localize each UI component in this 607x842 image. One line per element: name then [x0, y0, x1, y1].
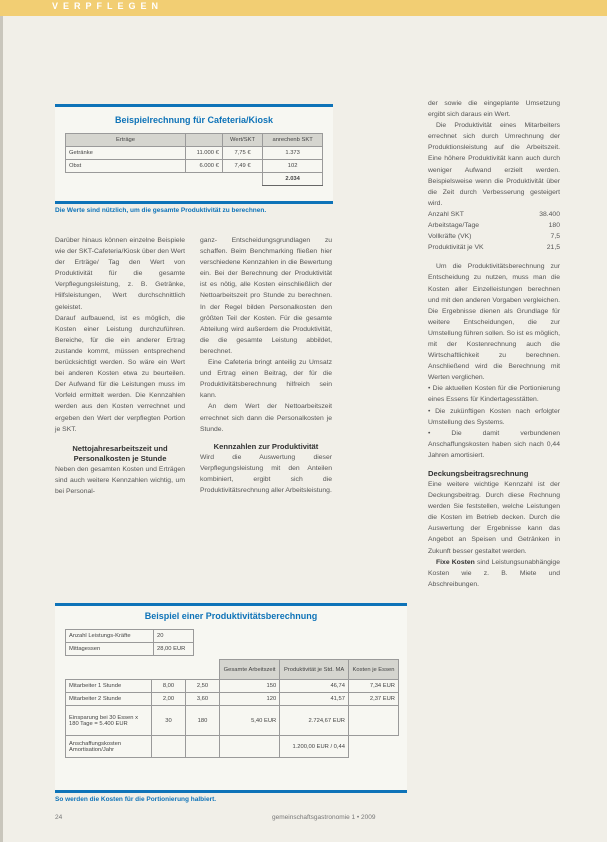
table-cell: 120: [220, 693, 280, 706]
paragraph: Darauf aufbauend, ist es möglich, die Kosten einer Leistung durchzuführen. Bereiche, für die ein anderer Ertrag zustande kommt, müssen entsprechend berücksichtigt werden. So wäre ein Wert bei anderen Kosten etwa zu beurteilen. Der Aufwand für die Leistungen muss im Vorfeld ermittelt werden. Die Kennzahlen werden aus den Kosten verrechnet und ergeben den Wert der verpflegten Portion je SKT.: [55, 314, 185, 433]
paragraph: Eine weitere wichtige Kennzahl ist der Deckungsbeitrag. Durch diese Rechnung werden Sie feststellen, welche Leistungen die Kosten im Betrieb decken. Durch die Auswertung der Ergebnisse kann das Angebot an Speisen und Getränken in Zukunft besser gestaltet werden.: [428, 481, 560, 555]
lead-term: Fixe Kosten: [436, 558, 475, 566]
table-cell: 7,34 EUR: [348, 680, 398, 693]
table-cell: [66, 173, 186, 186]
section-heading: Nettojahresarbeitszeit und Personalkosten je Stunde: [72, 443, 168, 463]
table-cell: [222, 173, 262, 186]
table-cell: 8,00: [152, 680, 186, 693]
table-cell: 7,49 €: [222, 160, 262, 173]
table-row: [66, 630, 194, 643]
table-cell: 1.373: [263, 147, 323, 160]
list-item: • Die zukünftigen Kosten nach erfolgter Umstellung des Systems.: [428, 407, 560, 426]
table-cell: 2.724,67 EUR: [280, 706, 349, 736]
table-header-cell: [152, 660, 186, 680]
table-cell: 20: [154, 630, 194, 643]
table-cell: Getränke: [66, 147, 186, 160]
table-cell: 28,00 EUR: [154, 643, 194, 656]
table-header-cell: Kosten je Essen: [348, 660, 398, 680]
section-label: VERPFLEGEN: [52, 1, 164, 11]
table-total-cell: 2.034: [263, 173, 323, 186]
table-cell: [152, 736, 186, 758]
magazine-name: gemeinschaftsgastronomie 1 • 2009: [272, 814, 376, 821]
table-header-cell: [186, 660, 220, 680]
list-item: • Die damit verbundenen Anschaffungskosten haben sich nach 0,44 Jahren amortisiert.: [428, 429, 560, 459]
table-title: Beispiel einer Produktivitätsberechnung: [144, 611, 318, 621]
paragraph: Darüber hinaus können einzelne Beispiele wie der SKT-Cafeteria/Kiosk über den Wert der Erträge/ Tag den Wert von Produktivität für die gesamte Verpflegungsleistung, z. B. Getränke, Hilfsleistungen, Wert durchschnittlich geleistet.: [55, 237, 185, 311]
table-cell: Anschaffungskosten Amortisation/Jahr: [66, 736, 152, 758]
productivity-example-table: [55, 603, 407, 793]
kv-label: Produktivität je VK: [428, 244, 484, 252]
kv-value: 180: [548, 222, 560, 230]
table-cell: [348, 706, 398, 736]
paragraph: der sowie die eingeplante Umsetzung ergibt sich daraus ein Wert.: [428, 100, 560, 119]
paragraph: ganz- Entscheidungsgrundlagen zu schaffen. Beim Benchmarking fließen hier verschiedene Kennzahlen in die Bewertung ein. Bei der Berechnung der Produktivität ist es nötig, alle Kosten einschließlich der Nettoarbeitszeit pro Stunde zu berechnen. In der Regel bilden Personalkosten den größten Teil der Kosten. Für die gesamte Abteilung wird außerdem die Produktivität, die die gesamte Leistung abbildet, berechnet.: [200, 237, 332, 355]
paragraph: An dem Wert der Nettoarbeitszeit errechnet sich dann die Personalkosten je Stunde.: [200, 403, 332, 433]
page-edge-stripe: [0, 16, 3, 842]
table-cell: Anzahl Leistungs-Kräfte: [66, 630, 154, 643]
table-caption: So werden die Kosten für die Portionierung halbiert.: [55, 796, 217, 803]
table-cell: 2,37 EUR: [348, 693, 398, 706]
table-cell: 41,57: [280, 693, 349, 706]
paragraph: Neben den gesamten Kosten und Erträgen sind auch weitere Kennzahlen wichtig, um bei Personal-: [55, 465, 185, 495]
table-row: [66, 643, 194, 656]
table-cell: Mitarbeiter 2 Stunde: [66, 693, 152, 706]
table-row: [66, 693, 399, 706]
table-cell: 11.000 €: [186, 147, 223, 160]
table-header-cell: [186, 134, 223, 147]
table-title: Beispielrechnung für Cafeteria/Kiosk: [114, 115, 274, 125]
table-row: [66, 173, 323, 186]
table-cell: Mittagessen: [66, 643, 154, 656]
paragraph: Um die Produktivitätsberechnung zur Entscheidung zu nutzen, muss man die Kosten aller Einzelleistungen berechnen und mit den anderen Vorgaben vergleichen. Die Ergebnisse dienen als Grundlage für weitere Entscheidungen, die zur Umstellung führen sollen. So ist es möglich, mit der Kostenrechnung auch die Wirtschaftlichkeit zu berechnen. Anschließend wird die Berechnung mit Werten verglichen.: [428, 263, 560, 382]
paragraph: Die Produktivität eines Mitarbeiters errechnet sich durch Umrechnung der Produktionsleistung auf die Arbeitszeit. Eine höhere Produktivität kann auch durch weniger Aufwand erzielt werden. Beispielsweise wenn die Produktivität über die Zeit durch Verbesserung gesteigert wird.: [428, 122, 560, 207]
kv-value: 21,5: [546, 244, 560, 252]
table-cell: 150: [220, 680, 280, 693]
table-cell: 5,40 EUR: [220, 706, 280, 736]
table-row: [66, 160, 323, 173]
table-cell: 6.000 €: [186, 160, 223, 173]
table-cell: 2,50: [186, 680, 220, 693]
productivity-info-table: [65, 629, 194, 656]
table-cell: Mitarbeiter 1 Stunde: [66, 680, 152, 693]
table-cell: 3,60: [186, 693, 220, 706]
productivity-table: [65, 659, 399, 758]
table-cell: 2,00: [152, 693, 186, 706]
table-cell: Obst: [66, 160, 186, 173]
kv-row: [428, 231, 560, 242]
table-cell: Einsparung bei 30 Essen x 180 Tage = 5.400 EUR: [66, 706, 152, 736]
table-cell: 7,75 €: [222, 147, 262, 160]
paragraph: Eine Cafeteria bringt anteilig zu Umsatz und Ertrag einen Beitrag, der für die Produktivitätsberechnung hilfreich sein kann.: [200, 359, 332, 400]
section-heading: Deckungsbeitragsrechnung: [428, 469, 529, 478]
table-header-cell: Wert/SKT: [222, 134, 262, 147]
table-cell: [186, 736, 220, 758]
cafeteria-example-table: [55, 104, 333, 204]
table-row: [66, 680, 399, 693]
paragraph: [428, 557, 560, 590]
table-header-cell: Gesamte Arbeitszeit: [220, 660, 280, 680]
text-column-right: [428, 98, 560, 590]
table-header-cell: [66, 660, 152, 680]
section-header-band: [0, 0, 607, 16]
table-header-cell: anrechenb SKT: [263, 134, 323, 147]
kv-value: 7,5: [550, 233, 560, 241]
cafeteria-table: [65, 133, 323, 186]
kv-label: Anzahl SKT: [428, 210, 464, 218]
table-cell: 30: [152, 706, 186, 736]
kv-value: 38.400: [539, 210, 560, 218]
text-column-middle: [200, 235, 332, 496]
kv-row: [428, 242, 560, 253]
table-cell: 180: [186, 706, 220, 736]
table-row: [66, 736, 399, 758]
kv-row: [428, 209, 560, 220]
table-cell: [348, 736, 398, 758]
paragraph-text: sind Leistungsunabhängige Kosten wie z. B. Miete und Abschreibungen.: [428, 558, 560, 588]
table-cell: 102: [263, 160, 323, 173]
table-cell: 46,74: [280, 680, 349, 693]
kv-label: Arbeitstage/Tage: [428, 222, 480, 230]
table-row: [66, 706, 399, 736]
section-heading: Kennzahlen zur Produktivität: [213, 441, 319, 451]
table-cell: [186, 173, 223, 186]
table-cell: 1.200,00 EUR / 0,44: [280, 736, 349, 758]
table-row: [66, 147, 323, 160]
text-column-left: [55, 235, 185, 497]
table-cell: [220, 736, 280, 758]
list-item: • Die aktuellen Kosten für die Portionierung eines Essens für Kindertagesstätten.: [428, 385, 560, 404]
table-caption: Die Werte sind nützlich, um die gesamte Produktivität zu berechnen.: [55, 207, 267, 214]
table-header-cell: Produktivität je Std. MA: [280, 660, 349, 680]
kv-row: [428, 220, 560, 231]
table-header-cell: Erträge: [66, 134, 186, 147]
paragraph: Wird die Auswertung dieser Verpflegungsleistung mit den Anteilen kombiniert, ergibt sich die Produktivitätsrechnung aller Arbeitsleistung.: [200, 453, 332, 494]
kv-label: Vollkräfte (VK): [428, 233, 472, 241]
page-number: 24: [55, 814, 63, 821]
